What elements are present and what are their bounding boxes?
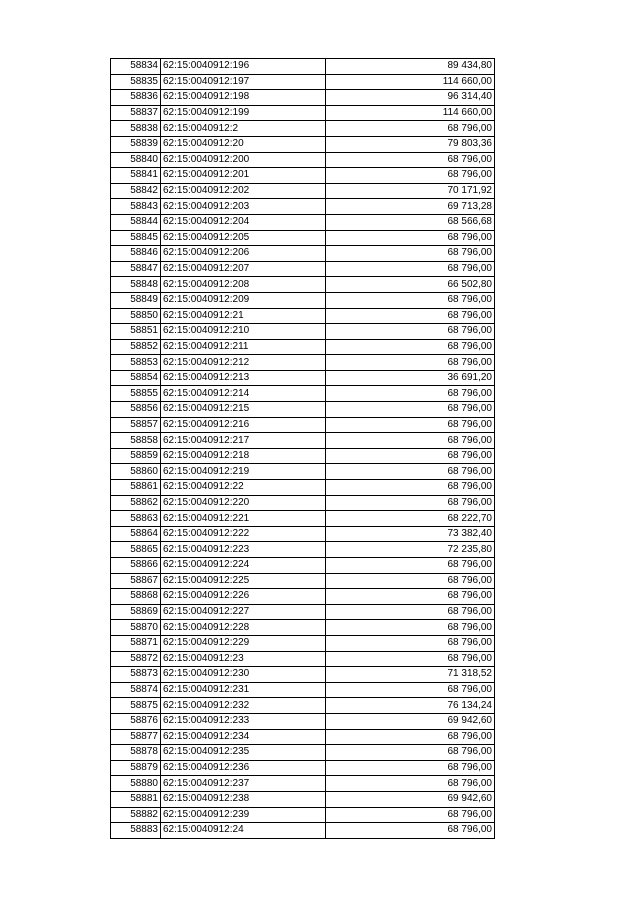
cadastral-number-cell: 62:15:0040912:234 [161, 729, 326, 745]
table-row [111, 823, 495, 839]
row-number-cell: 58868 [111, 589, 161, 605]
table-row [111, 277, 495, 293]
table-row [111, 745, 495, 761]
cadastral-number-cell: 62:15:0040912:239 [161, 807, 326, 823]
cadastral-number-cell: 62:15:0040912:215 [161, 402, 326, 418]
value-cell: 68 796,00 [326, 620, 495, 636]
value-cell: 68 796,00 [326, 558, 495, 574]
table-body [111, 59, 495, 839]
value-cell: 114 660,00 [326, 105, 495, 121]
row-number-cell: 58872 [111, 651, 161, 667]
value-cell: 68 222,70 [326, 511, 495, 527]
cadastral-number-cell: 62:15:0040912:212 [161, 355, 326, 371]
value-cell: 68 796,00 [326, 121, 495, 137]
value-cell: 69 942,60 [326, 713, 495, 729]
value-cell: 68 796,00 [326, 402, 495, 418]
value-cell: 68 796,00 [326, 433, 495, 449]
cadastral-number-cell: 62:15:0040912:238 [161, 791, 326, 807]
cadastral-number-cell: 62:15:0040912:211 [161, 339, 326, 355]
row-number-cell: 58860 [111, 464, 161, 480]
table-row [111, 542, 495, 558]
cadastral-number-cell: 62:15:0040912:229 [161, 635, 326, 651]
value-cell: 68 796,00 [326, 495, 495, 511]
value-cell: 68 796,00 [326, 635, 495, 651]
value-cell: 114 660,00 [326, 74, 495, 90]
row-number-cell: 58862 [111, 495, 161, 511]
row-number-cell: 58856 [111, 402, 161, 418]
table-row [111, 121, 495, 137]
cadastral-number-cell: 62:15:0040912:222 [161, 526, 326, 542]
cadastral-number-cell: 62:15:0040912:217 [161, 433, 326, 449]
table-row [111, 168, 495, 184]
cadastral-number-cell: 62:15:0040912:24 [161, 823, 326, 839]
cadastral-number-cell: 62:15:0040912:198 [161, 90, 326, 106]
value-cell: 68 796,00 [326, 448, 495, 464]
value-cell: 68 796,00 [326, 651, 495, 667]
table-row [111, 261, 495, 277]
row-number-cell: 58841 [111, 168, 161, 184]
value-cell: 68 796,00 [326, 230, 495, 246]
row-number-cell: 58878 [111, 745, 161, 761]
cadastral-number-cell: 62:15:0040912:2 [161, 121, 326, 137]
row-number-cell: 58865 [111, 542, 161, 558]
cadastral-number-cell: 62:15:0040912:214 [161, 386, 326, 402]
table-row [111, 464, 495, 480]
row-number-cell: 58858 [111, 433, 161, 449]
cadastral-number-cell: 62:15:0040912:201 [161, 168, 326, 184]
table-row [111, 246, 495, 262]
cadastral-number-cell: 62:15:0040912:23 [161, 651, 326, 667]
cadastral-number-cell: 62:15:0040912:227 [161, 604, 326, 620]
value-cell: 68 796,00 [326, 745, 495, 761]
row-number-cell: 58875 [111, 698, 161, 714]
cadastral-number-cell: 62:15:0040912:237 [161, 776, 326, 792]
value-cell: 68 796,00 [326, 324, 495, 340]
row-number-cell: 58838 [111, 121, 161, 137]
row-number-cell: 58839 [111, 136, 161, 152]
row-number-cell: 58836 [111, 90, 161, 106]
row-number-cell: 58883 [111, 823, 161, 839]
cadastral-number-cell: 62:15:0040912:230 [161, 667, 326, 683]
row-number-cell: 58835 [111, 74, 161, 90]
table-row [111, 183, 495, 199]
value-cell: 68 796,00 [326, 604, 495, 620]
cadastral-number-cell: 62:15:0040912:221 [161, 511, 326, 527]
value-cell: 68 566,68 [326, 214, 495, 230]
table-row [111, 199, 495, 215]
row-number-cell: 58851 [111, 324, 161, 340]
value-cell: 96 314,40 [326, 90, 495, 106]
value-cell: 68 796,00 [326, 776, 495, 792]
table-row [111, 370, 495, 386]
cadastral-number-cell: 62:15:0040912:219 [161, 464, 326, 480]
cadastral-number-cell: 62:15:0040912:206 [161, 246, 326, 262]
table-row [111, 776, 495, 792]
value-cell: 68 796,00 [326, 355, 495, 371]
cadastral-number-cell: 62:15:0040912:200 [161, 152, 326, 168]
value-cell: 68 796,00 [326, 464, 495, 480]
row-number-cell: 58853 [111, 355, 161, 371]
cadastral-number-cell: 62:15:0040912:223 [161, 542, 326, 558]
table-row [111, 791, 495, 807]
cadastral-number-cell: 62:15:0040912:228 [161, 620, 326, 636]
table-row [111, 402, 495, 418]
row-number-cell: 58834 [111, 59, 161, 75]
table-row [111, 698, 495, 714]
value-cell: 68 796,00 [326, 152, 495, 168]
row-number-cell: 58855 [111, 386, 161, 402]
value-cell: 69 942,60 [326, 791, 495, 807]
row-number-cell: 58863 [111, 511, 161, 527]
value-cell: 71 318,52 [326, 667, 495, 683]
table-row [111, 339, 495, 355]
row-number-cell: 58879 [111, 760, 161, 776]
row-number-cell: 58840 [111, 152, 161, 168]
table-row [111, 105, 495, 121]
cadastral-value-table [110, 58, 495, 839]
cadastral-number-cell: 62:15:0040912:210 [161, 324, 326, 340]
row-number-cell: 58847 [111, 261, 161, 277]
cadastral-number-cell: 62:15:0040912:225 [161, 573, 326, 589]
row-number-cell: 58861 [111, 480, 161, 496]
cadastral-number-cell: 62:15:0040912:224 [161, 558, 326, 574]
row-number-cell: 58849 [111, 292, 161, 308]
cadastral-number-cell: 62:15:0040912:236 [161, 760, 326, 776]
value-cell: 68 796,00 [326, 246, 495, 262]
value-cell: 68 796,00 [326, 589, 495, 605]
table-row [111, 308, 495, 324]
table-row [111, 448, 495, 464]
cadastral-number-cell: 62:15:0040912:22 [161, 480, 326, 496]
value-cell: 79 803,36 [326, 136, 495, 152]
table-row [111, 511, 495, 527]
table-row [111, 573, 495, 589]
value-cell: 68 796,00 [326, 339, 495, 355]
value-cell: 68 796,00 [326, 760, 495, 776]
value-cell: 68 796,00 [326, 823, 495, 839]
row-number-cell: 58848 [111, 277, 161, 293]
row-number-cell: 58876 [111, 713, 161, 729]
table-row [111, 604, 495, 620]
table-row [111, 355, 495, 371]
value-cell: 66 502,80 [326, 277, 495, 293]
row-number-cell: 58871 [111, 635, 161, 651]
cadastral-number-cell: 62:15:0040912:209 [161, 292, 326, 308]
table-row [111, 386, 495, 402]
row-number-cell: 58845 [111, 230, 161, 246]
value-cell: 68 796,00 [326, 308, 495, 324]
row-number-cell: 58844 [111, 214, 161, 230]
table-row [111, 417, 495, 433]
table-row [111, 59, 495, 75]
value-cell: 73 382,40 [326, 526, 495, 542]
value-cell: 36 691,20 [326, 370, 495, 386]
cadastral-number-cell: 62:15:0040912:226 [161, 589, 326, 605]
table-row [111, 589, 495, 605]
cadastral-number-cell: 62:15:0040912:213 [161, 370, 326, 386]
cadastral-number-cell: 62:15:0040912:20 [161, 136, 326, 152]
table-row [111, 713, 495, 729]
cadastral-number-cell: 62:15:0040912:220 [161, 495, 326, 511]
cadastral-number-cell: 62:15:0040912:204 [161, 214, 326, 230]
cadastral-number-cell: 62:15:0040912:216 [161, 417, 326, 433]
cadastral-number-cell: 62:15:0040912:197 [161, 74, 326, 90]
table-row [111, 292, 495, 308]
row-number-cell: 58870 [111, 620, 161, 636]
row-number-cell: 58846 [111, 246, 161, 262]
value-cell: 69 713,28 [326, 199, 495, 215]
cadastral-number-cell: 62:15:0040912:208 [161, 277, 326, 293]
row-number-cell: 58869 [111, 604, 161, 620]
value-cell: 72 235,80 [326, 542, 495, 558]
table-row [111, 635, 495, 651]
cadastral-number-cell: 62:15:0040912:196 [161, 59, 326, 75]
table-row [111, 526, 495, 542]
value-cell: 70 171,92 [326, 183, 495, 199]
table-row [111, 807, 495, 823]
value-cell: 68 796,00 [326, 168, 495, 184]
value-cell: 68 796,00 [326, 729, 495, 745]
value-cell: 76 134,24 [326, 698, 495, 714]
value-cell: 68 796,00 [326, 807, 495, 823]
value-cell: 68 796,00 [326, 417, 495, 433]
value-cell: 68 796,00 [326, 261, 495, 277]
row-number-cell: 58843 [111, 199, 161, 215]
table-row [111, 152, 495, 168]
row-number-cell: 58866 [111, 558, 161, 574]
row-number-cell: 58850 [111, 308, 161, 324]
row-number-cell: 58854 [111, 370, 161, 386]
row-number-cell: 58882 [111, 807, 161, 823]
value-cell: 68 796,00 [326, 682, 495, 698]
row-number-cell: 58857 [111, 417, 161, 433]
cadastral-number-cell: 62:15:0040912:233 [161, 713, 326, 729]
row-number-cell: 58837 [111, 105, 161, 121]
table-row [111, 324, 495, 340]
cadastral-number-cell: 62:15:0040912:203 [161, 199, 326, 215]
table-row [111, 495, 495, 511]
table-row [111, 667, 495, 683]
table-row [111, 480, 495, 496]
row-number-cell: 58874 [111, 682, 161, 698]
table-row [111, 230, 495, 246]
row-number-cell: 58881 [111, 791, 161, 807]
table-row [111, 214, 495, 230]
cadastral-number-cell: 62:15:0040912:21 [161, 308, 326, 324]
value-cell: 68 796,00 [326, 480, 495, 496]
row-number-cell: 58852 [111, 339, 161, 355]
row-number-cell: 58880 [111, 776, 161, 792]
value-cell: 68 796,00 [326, 386, 495, 402]
row-number-cell: 58873 [111, 667, 161, 683]
cadastral-number-cell: 62:15:0040912:232 [161, 698, 326, 714]
table-row [111, 760, 495, 776]
cadastral-number-cell: 62:15:0040912:207 [161, 261, 326, 277]
cadastral-number-cell: 62:15:0040912:231 [161, 682, 326, 698]
row-number-cell: 58867 [111, 573, 161, 589]
table-row [111, 729, 495, 745]
row-number-cell: 58864 [111, 526, 161, 542]
cadastral-number-cell: 62:15:0040912:205 [161, 230, 326, 246]
table-row [111, 90, 495, 106]
row-number-cell: 58842 [111, 183, 161, 199]
cadastral-number-cell: 62:15:0040912:202 [161, 183, 326, 199]
table-row [111, 558, 495, 574]
table-row [111, 74, 495, 90]
table-row [111, 433, 495, 449]
table-row [111, 651, 495, 667]
row-number-cell: 58859 [111, 448, 161, 464]
table-row [111, 682, 495, 698]
row-number-cell: 58877 [111, 729, 161, 745]
cadastral-number-cell: 62:15:0040912:199 [161, 105, 326, 121]
cadastral-number-cell: 62:15:0040912:218 [161, 448, 326, 464]
table-row [111, 136, 495, 152]
value-cell: 68 796,00 [326, 292, 495, 308]
value-cell: 68 796,00 [326, 573, 495, 589]
table-row [111, 620, 495, 636]
cadastral-number-cell: 62:15:0040912:235 [161, 745, 326, 761]
value-cell: 89 434,80 [326, 59, 495, 75]
